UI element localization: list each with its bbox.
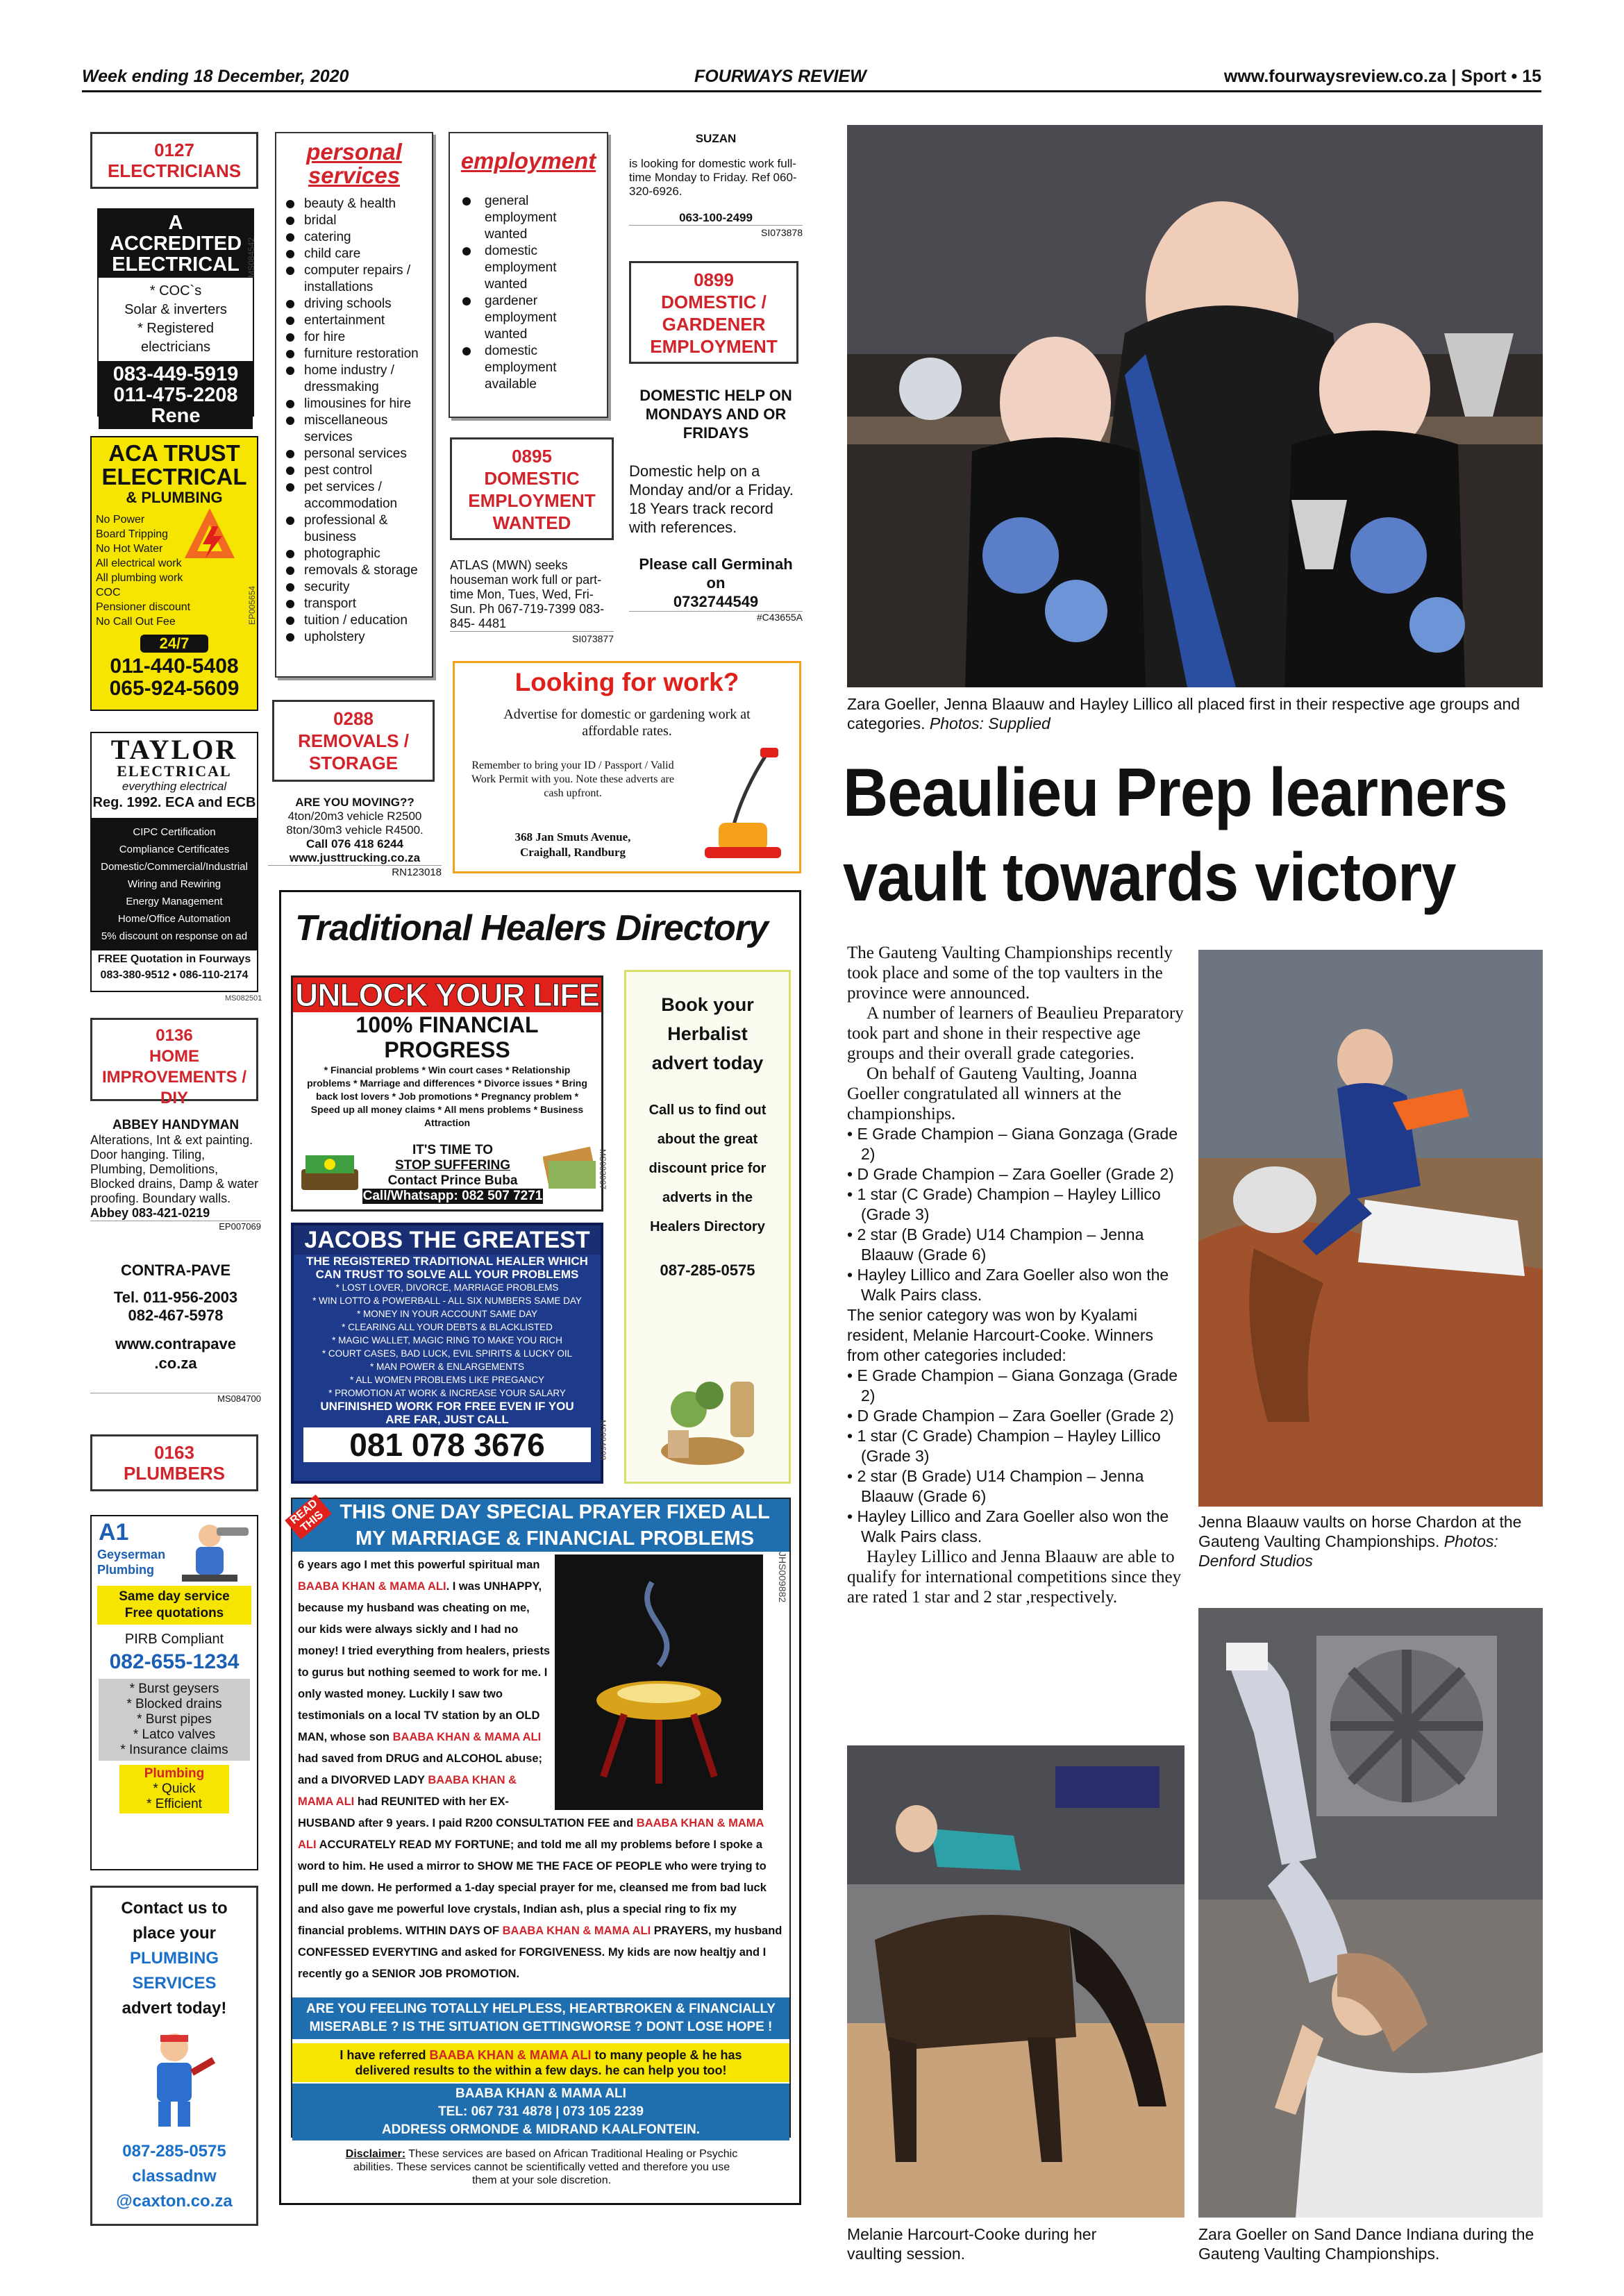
category-electricians: 0127 ELECTRICIANS xyxy=(90,132,258,189)
list-item[interactable]: professional & business xyxy=(285,512,428,546)
plumber-mascot-icon xyxy=(168,1520,251,1584)
jacobs-greatest-ad: JACOBS THE GREATEST THE REGISTERED TRADITIONAL HEALER WHICH CAN TRUST TO SOLVE ALL YOUR PROBLEMS * LOST LOVER, DIVORCE, MARRIAGE PROBLEMS * WIN LOTTO & POWERBALL - ALL SIX NUMBERS SAME DAY * MONEY IN YOUR ACCOUNT SAME DAY * CLEARING ALL YOUR DEBTS & BLACKLISTED * MAGIC WALLET, MAGIC RING TO MAKE YOU RICH * COURT CASES, BAD LUCK, EVIL SPIRITS & LUCKY OIL * MAN POWER & ENLARGEMENTS * ALL WOMEN PROBLEMS LIKE PREGANCY * PROMOTION AT WORK & INCREASE YOUR SALARY UNFINISHED WORK FOR FREE EVEN IF YOU ARE FAR, JUST CALL 081 078 3676 xyxy=(291,1223,603,1484)
vacuum-cleaner-icon xyxy=(691,746,795,864)
list-item[interactable]: limousines for hire xyxy=(285,396,428,412)
category-plumbers: 0163 PLUMBERS xyxy=(90,1434,258,1491)
header-right: www.fourwaysreview.co.za | Sport • 15 xyxy=(1223,67,1541,86)
personal-services-box: personal services beauty & health bridal catering child care computer repairs / installations driving schools entertainment for hire furniture restoration home industry / dressmaking limousines for hire miscellaneous services personal services pest control pet services / accommodation professional & business photographic removals & storage security transport tuition / education upholstery xyxy=(275,132,433,678)
list-item[interactable]: home industry / dressmaking xyxy=(285,362,428,396)
personal-services-list xyxy=(276,187,432,646)
candle-photo xyxy=(555,1555,763,1810)
list-item[interactable]: personal services xyxy=(285,446,428,462)
list-item[interactable]: miscellaneous services xyxy=(285,412,428,446)
list-item[interactable]: for hire xyxy=(285,329,428,346)
list-item[interactable]: domestic employment available xyxy=(461,343,593,393)
header-rule xyxy=(82,90,1541,92)
ad-ref: MS082501 xyxy=(225,994,262,1003)
list-item[interactable]: gardener employment wanted xyxy=(461,293,593,343)
list-item[interactable]: security xyxy=(285,579,428,596)
money-stack-icon xyxy=(299,1141,361,1197)
header-center: FOURWAYS REVIEW xyxy=(694,67,867,86)
suzan-ad: SUZAN is looking for domestic work full-time Monday to Friday. Ref 060-320-6926. 063-100-2499 SI073878 xyxy=(629,132,803,238)
article-body: The Gauteng Vaulting Championships recently took place and some of the top vaulters in the province were announced. A number of learners of Beaulieu Preparatory took part and shone in their respective age groups and their overall grade categories. On behalf of Gauteng Vaulting, Joanna Goeller congratulated all winners at the championships. • E Grade Champion – Giana Gonzaga (Grade 2) • D Grade Champion – Zara Goeller (Grade 2) • 1 star (C Grade) Champion – Hayley Lillico (Grade 3) • 2 star (B Grade) U14 Champion – Jenna Blaauw (Grade 6) • Hayley Lillico and Zara Goeller also won the Walk Pairs class. The senior category was won by Kyalami resident, Melanie Harcourt-Cooke. Winners from other categories included: • E Grade Champion – Giana Gonzaga (Grade 2) • D Grade Champion – Zara Goeller (Grade 2) • 1 star (C Grade) Champion – Hayley Lillico (Grade 3) • 2 star (B Grade) U14 Champion – Jenna Blaauw (Grade 6) • Hayley Lillico and Zara Goeller also won the Walk Pairs class. Hayley Lillico and Jenna Blaauw are able to qualify for international competitions since they are rated 1 star and 2 star ,respectively. xyxy=(847,944,1184,1607)
geyserman-ad: A1 Geyserman Plumbing Same day service Free quotations PIRB Compliant 082-655-1234 * Burst geysers * Blocked drains * Burst pipes * Latco valves * Insurance claims Plumbing * Quick * Efficient xyxy=(90,1515,258,1870)
list-item[interactable]: driving schools xyxy=(285,296,428,312)
list-item[interactable]: tuition / education xyxy=(285,612,428,629)
employment-box: employment general employment wanted domestic employment wanted gardener employment wanted domestic employment available xyxy=(449,132,608,418)
list-item[interactable]: beauty & health xyxy=(285,196,428,212)
aca-logo-icon xyxy=(182,505,237,561)
list-item[interactable]: transport xyxy=(285,596,428,612)
list-item[interactable]: child care xyxy=(285,246,428,262)
photo-caption-2: Jenna Blaauw vaults on horse Chardon at the Gauteng Vaulting Championships. Photos: Denford Studios xyxy=(1198,1513,1522,1570)
article-headline: Beaulieu Prep learners vault towards victory xyxy=(843,754,1507,915)
contrapave-ad: CONTRA-PAVE Tel. 011-956-2003 082-467-5978 www.contrapave .co.za MS084700 xyxy=(90,1257,261,1404)
abbey-handyman-ad: ABBEY HANDYMAN Alterations, Int & ext painting. Door hanging. Tiling, Plumbing, Demolitions, Blocked drains, Damp & water proofing. Boundary walls. Abbey 083-421-0219 EP007069 xyxy=(90,1118,261,1232)
list-item[interactable]: furniture restoration xyxy=(285,346,428,362)
accredited-electrical-ad: A ACCREDITED ELECTRICAL * COC`s Solar & inverters * Registered electricians 083-449-5919 011-475-2208 Rene xyxy=(97,208,254,417)
atlas-ad: ATLAS (MWN) seeks houseman work full or part-time Mon, Tues, Wed, Fri- Sun. Ph 067-719-7399 083-845- 4481 SI073877 xyxy=(450,558,614,646)
category-removals: 0288 REMOVALS / STORAGE xyxy=(272,700,435,782)
list-item[interactable]: pet services / accommodation xyxy=(285,479,428,512)
zara-vaulting-photo xyxy=(1198,1608,1543,2218)
ad-ref: MS084608 xyxy=(598,1420,608,1461)
list-item[interactable]: computer repairs / installations xyxy=(285,262,428,296)
herbs-icon xyxy=(654,1347,772,1472)
healers-directory: Traditional Healers Directory UNLOCK YOUR LIFE 100% FINANCIAL PROGRESS * Financial problems * Win court cases * Relationship problems * Marriage and differences * Divorce issues * Bring back lost lovers * Job promotions * Pregnancy problem * Speed up all money claims * All mens problems * Business Attraction IT'S TIME TO STOP SUFFERING Contact Prince Buba Call/Whatsapp: 082 507 7271 MS083907 JACOBS THE GREATEST THE REGISTERED TRADITIONAL HEALER WHICH CAN TRUST TO SOLVE ALL YOUR PROBLEMS * LOST LOVER, DIVORCE, MARRIAGE PROBLEMS * WIN LOTTO & POWERBALL - ALL SIX NUMBERS SAME DAY * MONEY IN YOUR ACCOUNT SAME DAY * CLEARING ALL YOUR DEBTS & BLACKLISTED * MAGIC WALLET, MAGIC RING TO MAKE YOU RICH * COURT CASES, BAD LUCK, EVIL SPIRITS & LUCKY OIL * MAN POWER & ENLARGEMENTS * ALL WOMEN PROBLEMS LIKE PREGANCY * PROMOTION AT WORK & INCREASE YOUR SALARY UNFINISHED WORK FOR FREE EVEN IF YOU ARE FAR, JUST CALL 081 078 3676 MS084608 Book your Herbalist advert today Call us to find out about the great discount price for adverts in the Healers Directory 087-285-0575 READ THIS THIS ONE DAY SPECIAL PRAYER FIXED ALL MY MARRIAGE & FINANCIAL PROBLEMS 6 years ago I met this powerful spiritual man BAABA KHAN & MAMA ALI. I was UNHAPPY, because my husband was cheating on me, our kids were always sickly and I had no money! I tried everything from healers, priests to gurus but nothing seemed to work for me. I only wasted money. Luckily I saw two testimonials on a local TV station by an OLD MAN, whose son BAABA KHAN & MAMA ALI had saved from DRUG and ALCOHOL abuse; and a DIVORVED LADY BAABA KHAN & MAMA ALI had REUNITED with her EX-HUSBAND after 9 years. I paid R200 CONSULTATION FEE and BAABA KHAN & MAMA ALI ACCURATELY READ MY FORTUNE; and told me all my problems before I spoke a word to him. He used a mirror to SHOW ME THE FACE OF PEOPLE who were trying to pull me down. He performed a 1-day special prayer for me, cleansed me from bad luck and also gave me powerful love crystals, Indian ash, plus a special ring to fix my financial problems. WITHIN DAYS OF BAABA KHAN & MAMA ALI PRAYERS, my husband CONFESSED EVERYTING and asked for FORGIVENESS. My kids are now healtjy and I recently go a SENIOR JOB PROMOTION. ARE YOU FEELING TOTALLY HELPLESS, HEARTBROKEN & FINANCIALLY MISERABLE ? IS THE SITUATION GETTINGWORSE ? DONT LOSE HOPE ! I have referred BAABA KHAN & MAMA ALI to many people & he has delivered results to the within a few days. he can help you too! BAABA KHAN & MAMA ALI TEL: 067 731 4878 | 073 105 2239 ADDRESS ORMONDE & MIDRAND KAALFONTEIN. JHS009882 Disclaimer: These services are based on African Traditional Healing or Psychic abilities. These services cannot be scientifically vetted and therefore you use them at your sole discretion. xyxy=(279,890,801,2205)
category-domestic-wanted: 0895 DOMESTIC EMPLOYMENT WANTED xyxy=(450,437,614,540)
ad-ref: JHS009882 xyxy=(777,1552,788,1603)
header-left: Week ending 18 December, 2020 xyxy=(82,67,349,86)
unlock-life-ad: UNLOCK YOUR LIFE 100% FINANCIAL PROGRESS * Financial problems * Win court cases * Relationship problems * Marriage and differences * Divorce issues * Bring back lost lovers * Job promotions * Pregnancy problem * Speed up all money claims * All mens problems * Business Attraction IT'S TIME TO STOP SUFFERING Contact Prince Buba Call/Whatsapp: 082 507 7271 xyxy=(291,975,603,1212)
plumber-figure-icon xyxy=(129,2028,219,2132)
money-notes-icon xyxy=(543,1141,598,1197)
special-prayer-ad: READ THIS THIS ONE DAY SPECIAL PRAYER FIXED ALL MY MARRIAGE & FINANCIAL PROBLEMS 6 years ago I met this powerful spiritual man BAABA KHAN & MAMA ALI. I was UNHAPPY, because my husband was cheating on me, our kids were always sickly and I had no money! I tried everything from healers, priests to gurus but nothing seemed to work for me. I only wasted money. Luckily I saw two testimonials on a local TV station by an OLD MAN, whose son BAABA KHAN & MAMA ALI had saved from DRUG and ALCOHOL abuse; and a DIVORVED LADY BAABA KHAN & MAMA ALI had REUNITED with her EX-HUSBAND after 9 years. I paid R200 CONSULTATION FEE and BAABA KHAN & MAMA ALI ACCURATELY READ MY FORTUNE; and told me all my problems before I spoke a word to him. He used a mirror to SHOW ME THE FACE OF PEOPLE who were trying to pull me down. He performed a 1-day special prayer for me, cleansed me from bad luck and also gave me powerful love crystals, Indian ash, plus a special ring to fix my financial problems. WITHIN DAYS OF BAABA KHAN & MAMA ALI PRAYERS, my husband CONFESSED EVERYTING and asked for FORGIVENESS. My kids are now healtjy and I recently go a SENIOR JOB PROMOTION. ARE YOU FEELING TOTALLY HELPLESS, HEARTBROKEN & FINANCIALLY MISERABLE ? IS THE SITUATION GETTINGWORSE ? DONT LOSE HOPE ! I have referred BAABA KHAN & MAMA ALI to many people & he has delivered results to the within a few days. he can help you too! BAABA KHAN & MAMA ALI TEL: 067 731 4878 | 073 105 2239 ADDRESS ORMONDE & MIDRAND KAALFONTEIN. xyxy=(291,1498,791,2138)
list-item[interactable]: catering xyxy=(285,229,428,246)
employment-list xyxy=(450,175,607,393)
domestic-help-ad: DOMESTIC HELP ON MONDAYS AND OR FRIDAYS Domestic help on a Monday and/or a Friday. 18 Years track record with references. Please call Germinah on 0732744549 #C43655A xyxy=(629,387,803,623)
list-item[interactable]: domestic employment wanted xyxy=(461,243,593,293)
list-item[interactable]: general employment wanted xyxy=(461,193,593,243)
list-item[interactable]: pest control xyxy=(285,462,428,479)
jenna-vaulting-photo xyxy=(1198,950,1543,1507)
melanie-vaulting-photo xyxy=(847,1745,1184,2218)
ad-ref: MS084542 xyxy=(246,237,256,278)
looking-for-work-ad: Looking for work? Advertise for domestic or gardening work at affordable rates. Remember to bring your ID / Passport / Valid Work Permit with you. Note these adverts are cash upfront. 368 Jan Smuts Avenue, Craighall, Randburg xyxy=(453,661,801,873)
photo-caption-4: Zara Goeller on Sand Dance Indiana during the Gauteng Vaulting Championships. xyxy=(1198,2225,1534,2263)
list-item[interactable]: bridal xyxy=(285,212,428,229)
contact-us-ad: Contact us to place your PLUMBING SERVICES advert today! 087-285-0575 classadnw @caxton.co.za xyxy=(90,1886,258,2226)
list-item[interactable]: removals & storage xyxy=(285,562,428,579)
ad-ref: MS083907 xyxy=(598,1149,608,1190)
list-item[interactable]: entertainment xyxy=(285,312,428,329)
photo-caption-1: Zara Goeller, Jenna Blaauw and Hayley Lillico all placed first in their respective age groups and categories. Photos: Supplied xyxy=(847,695,1521,732)
category-domestic-gardener: 0899 DOMESTIC / GARDENER EMPLOYMENT xyxy=(629,261,798,364)
list-item[interactable]: photographic xyxy=(285,546,428,562)
winners-photo xyxy=(847,125,1543,687)
herbalist-ad: Book your Herbalist advert today Call us to find out about the great discount price for adverts in the Healers Directory 087-285-0575 xyxy=(624,970,791,1484)
moving-ad: ARE YOU MOVING?? 4ton/20m3 vehicle R2500 8ton/30m3 vehicle R4500. Call 076 418 6244 www.justtrucking.co.za RN123018 xyxy=(268,796,442,880)
category-home-improvements: 0136 HOME IMPROVEMENTS / DIY xyxy=(90,1018,258,1101)
aca-trust-ad: ACA TRUST ELECTRICAL & PLUMBING No Power Board Tripping No Hot Water All electrical work All plumbing work COC Pensioner discount No Call Out Fee 24/7 011-440-5408 065-924-5609 xyxy=(90,436,258,711)
photo-caption-3: Melanie Harcourt-Cooke during her vaulting session. xyxy=(847,2225,1097,2263)
taylor-electrical-ad: TAYLOR ELECTRICAL everything electrical Reg. 1992. ECA and ECB CIPC Certification Compliance Certificates Domestic/Commercial/Industrial Wiring and Rewiring Energy Management Home/Office Automation 5% discount on response on ad FREE Quotation in Fourways 083-380-9512 • 086-110-2174 xyxy=(90,732,258,992)
aca-list: No Power Board Tripping No Hot Water All electrical work All plumbing work COC Pensioner discount No Call Out Fee xyxy=(96,514,191,628)
list-item[interactable]: upholstery xyxy=(285,629,428,646)
ad-ref: EP005654 xyxy=(247,585,257,625)
